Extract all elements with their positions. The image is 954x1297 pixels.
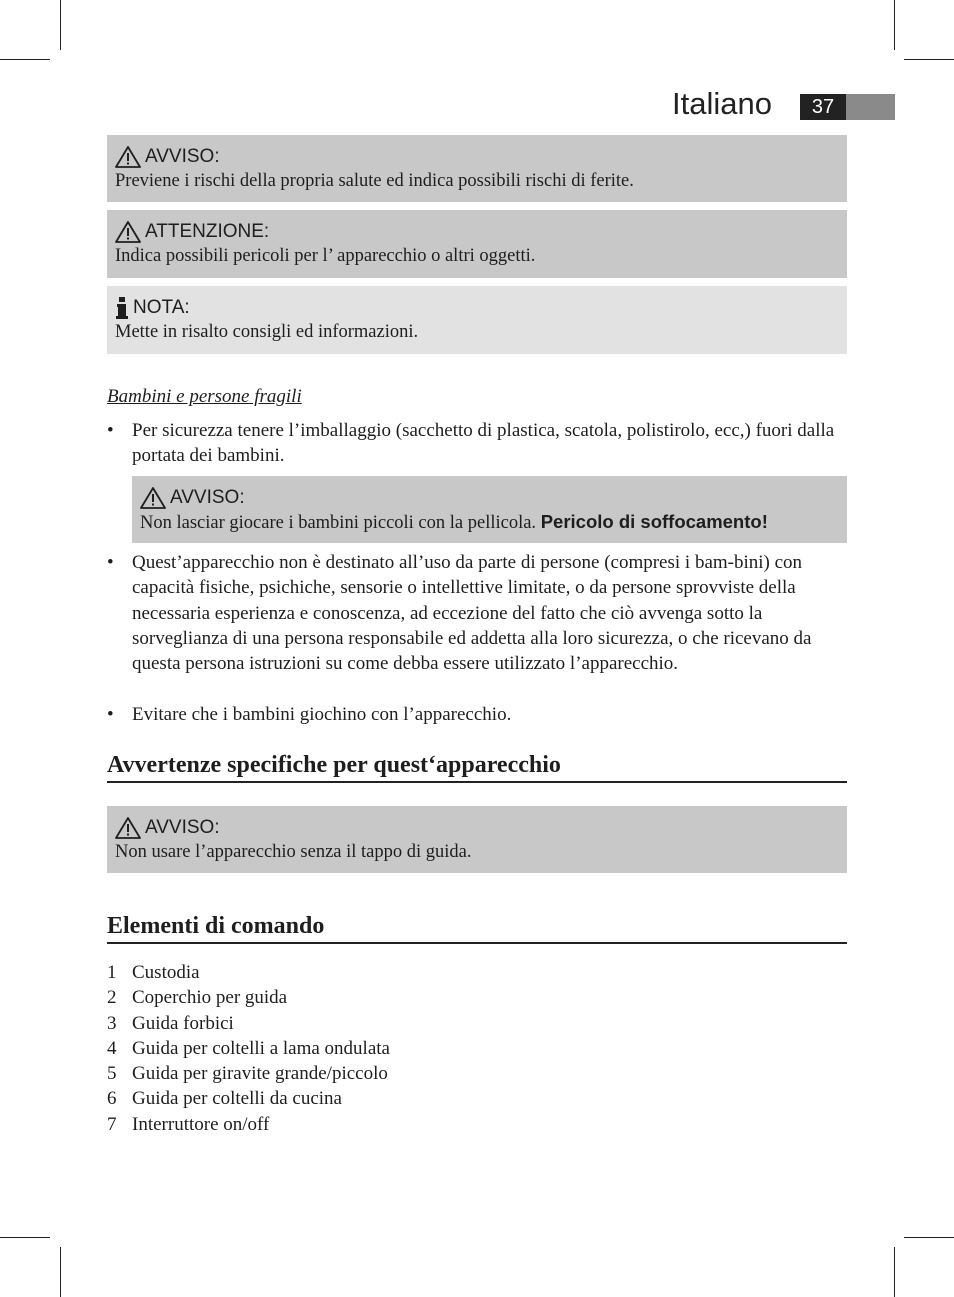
crop-mark bbox=[60, 1247, 61, 1297]
warning-label: AVVISO: bbox=[145, 146, 220, 167]
list-item bbox=[107, 702, 847, 727]
bullet-dot: • bbox=[107, 420, 114, 441]
crop-mark bbox=[0, 59, 50, 60]
list-item: 3 Guida forbici bbox=[107, 1012, 234, 1034]
crop-mark bbox=[904, 1237, 954, 1238]
caution-notice bbox=[107, 210, 847, 278]
caution-text: Indica possibili pericoli per l’ apparecchio o altri oggetti. bbox=[115, 246, 536, 266]
note-text: Mette in risalto consigli ed informazioni. bbox=[115, 322, 419, 342]
warning-notice bbox=[132, 476, 847, 543]
warning-notice bbox=[107, 806, 847, 873]
bullet-text: Per sicurezza tenere l’imballaggio (sacchetto di plastica, scatola, polistirolo, ecc,) fuori dalla portata dei bambini. bbox=[132, 420, 835, 467]
page-number: 37 bbox=[800, 94, 846, 120]
info-notice bbox=[107, 286, 847, 354]
danger-emphasis: Pericolo di soffocamento! bbox=[540, 511, 768, 532]
subheading-children: Bambini e persone fragili bbox=[107, 386, 302, 407]
page-tab-bar bbox=[846, 94, 895, 120]
bullet-text: Evitare che i bambini giochino con l’apparecchio. bbox=[132, 704, 512, 725]
list-item: 1 Custodia bbox=[107, 962, 200, 983]
bullet-text: Quest’apparecchio non è destinato all’uso da parte di persone (compresi i bam-bini) con capacità fisiche, psichiche, sensorie o intellettive limitate, o da persone sprovviste della necessaria esperienza e conoscenza, ad eccezione del fatto che ciò avvenga sotto la sorveglianza di una persona responsabile ed addetta alla loro sicurezza, o che ricevano da questa persona istruzioni su come debba essere utilizzato l’apparecchio. bbox=[132, 552, 812, 675]
list-item: 6 Guida per coltelli da cucina bbox=[107, 1088, 342, 1110]
warning-text: Non lasciar giocare i bambini piccoli con la pellicola. Pericolo di soffocamento! bbox=[140, 511, 768, 533]
controls-list bbox=[107, 960, 390, 1137]
list-item: 4 Guida per coltelli a lama ondulata bbox=[107, 1037, 390, 1059]
warning-triangle-icon bbox=[140, 487, 166, 509]
bullet-dot: • bbox=[107, 552, 114, 573]
list-item bbox=[107, 550, 847, 676]
page-language-title: Italiano bbox=[672, 86, 772, 121]
list-item: 2 Coperchio per guida bbox=[107, 987, 288, 1009]
info-icon bbox=[115, 296, 129, 320]
crop-mark bbox=[904, 59, 954, 60]
note-label: NOTA: bbox=[133, 297, 190, 318]
list-item: 7 Interruttore on/off bbox=[107, 1113, 270, 1135]
crop-mark bbox=[0, 1237, 50, 1238]
section-title-specific: Avvertenze specifiche per quest‘apparecchio bbox=[107, 752, 847, 783]
list-item bbox=[107, 418, 847, 469]
crop-mark bbox=[894, 0, 895, 50]
crop-mark bbox=[60, 0, 61, 50]
crop-mark bbox=[894, 1247, 895, 1297]
warning-triangle-icon bbox=[115, 146, 141, 168]
section-title-controls: Elementi di comando bbox=[107, 913, 847, 944]
warning-label: AVVISO: bbox=[145, 817, 220, 838]
warning-text: Previene i rischi della propria salute ed indica possibili rischi di ferite. bbox=[115, 171, 634, 191]
caution-label: ATTENZIONE: bbox=[145, 221, 270, 242]
list-item: 5 Guida per giravite grande/piccolo bbox=[107, 1063, 388, 1085]
warning-triangle-icon bbox=[115, 221, 141, 243]
warning-notice bbox=[107, 135, 847, 202]
bullet-dot: • bbox=[107, 704, 114, 725]
warning-text: Non usare l’apparecchio senza il tappo di guida. bbox=[115, 842, 472, 862]
warning-label: AVVISO: bbox=[170, 487, 245, 508]
warning-triangle-icon bbox=[115, 817, 141, 839]
